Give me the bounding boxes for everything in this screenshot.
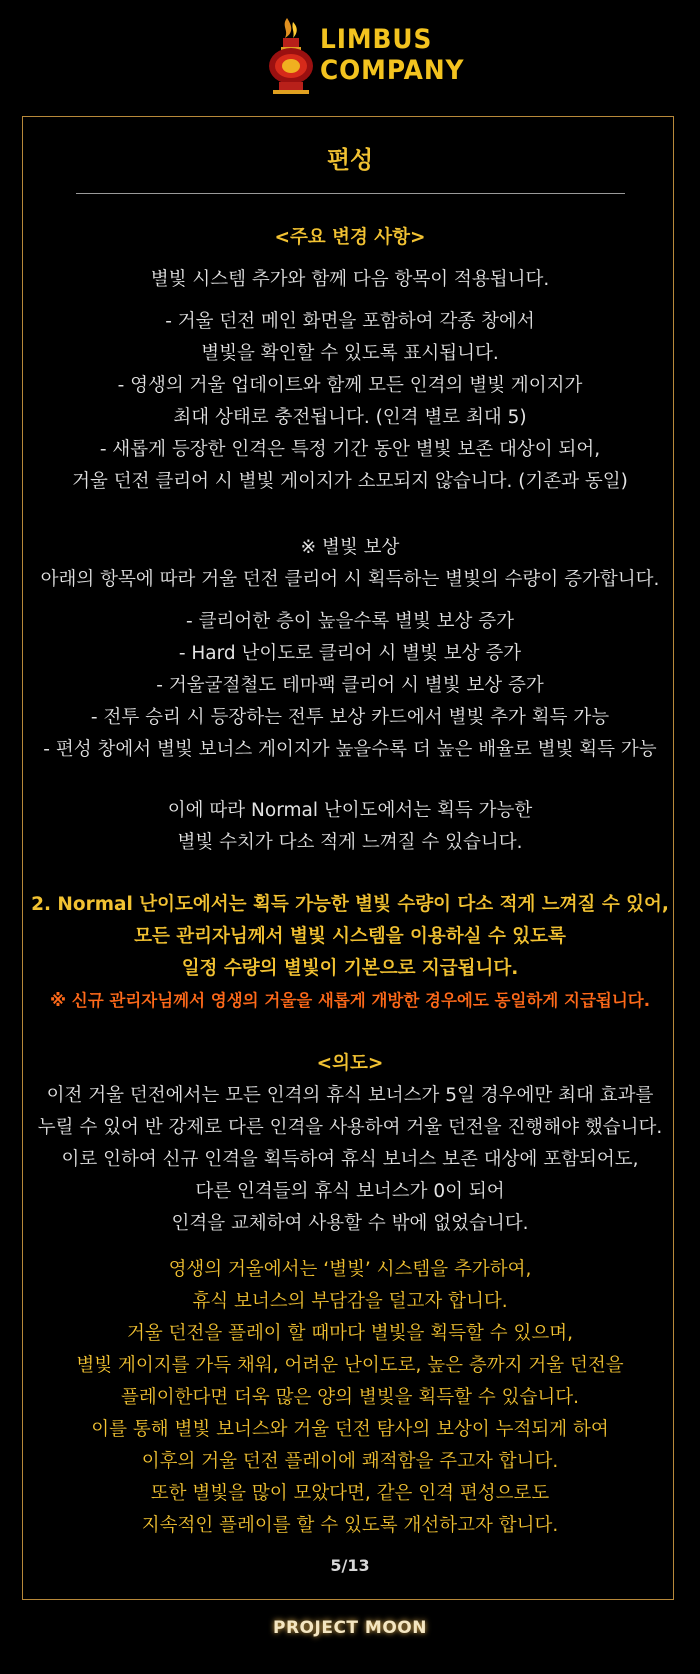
section-intro bbox=[24, 264, 676, 296]
intent-line: 휴식 보너스의 부담감을 덜고자 합니다. bbox=[192, 1291, 508, 1312]
list-item: 최대 상태로 충전됩니다. (인격 별로 최대 5) bbox=[173, 407, 527, 428]
list-item: - Hard 난이도로 클리어 시 별빛 보상 증가 bbox=[178, 643, 522, 664]
intent-line: 거울 던전을 플레이 할 때마다 별빛을 획득할 수 있으며, bbox=[126, 1323, 574, 1344]
intent-line: 별빛 게이지를 가득 채워, 어려운 난이도로, 높은 층까지 거울 던전을 bbox=[76, 1355, 624, 1376]
intro-text: 별빛 시스템 추가와 함께 다음 항목이 적용됩니다. bbox=[150, 269, 550, 290]
logo-emblem-icon bbox=[265, 14, 325, 96]
reward-intro: 아래의 항목에 따라 거울 던전 클리어 시 획득하는 별빛의 수량이 증가합니다. bbox=[40, 569, 660, 590]
point-2 bbox=[24, 889, 676, 1017]
limbus-company-logo bbox=[265, 14, 465, 96]
note-line: 이에 따라 Normal 난이도에서는 획득 가능한 bbox=[167, 800, 533, 821]
intent-line: 이로 인하여 신규 인격을 획득하여 휴식 보너스 보존 대상에 포함되어도, bbox=[61, 1149, 639, 1170]
reward-section bbox=[24, 532, 676, 596]
page-title: 편성 bbox=[326, 146, 374, 174]
list-item: 거울 던전 클리어 시 별빛 게이지가 소모되지 않습니다. (기존과 동일) bbox=[72, 471, 628, 492]
list-item: - 편성 창에서 별빛 보너스 게이지가 높을수록 더 높은 배율로 별빛 획득 가능 bbox=[43, 739, 657, 760]
title-divider bbox=[76, 193, 625, 194]
reward-note bbox=[24, 795, 676, 859]
logo-line-2: COMPANY bbox=[320, 55, 465, 86]
intent-line: 또한 별빛을 많이 모았다면, 같은 인격 편성으로도 bbox=[150, 1483, 550, 1504]
list-item: - 거울 던전 메인 화면을 포함하여 각종 창에서 bbox=[165, 311, 535, 332]
point-line: 모든 관리자님께서 별빛 시스템을 이용하실 수 있도록 bbox=[134, 926, 566, 947]
note-line: 별빛 수치가 다소 적게 느껴질 수 있습니다. bbox=[177, 832, 523, 853]
page-number: 5/13 bbox=[330, 1556, 370, 1575]
list-item: - 새롭게 등장한 인격은 특정 기간 동안 별빛 보존 대상이 되어, bbox=[99, 439, 601, 460]
point-line: 2. Normal 난이도에서는 획득 가능한 별빛 수량이 다소 적게 느껴질 수 있어, bbox=[31, 894, 669, 915]
project-moon-footer: PROJECT MOON bbox=[273, 1618, 427, 1638]
intent-line: 다른 인격들의 휴식 보너스가 0이 되어 bbox=[195, 1181, 505, 1202]
intent-line: 이후의 거울 던전 플레이에 쾌적함을 주고자 합니다. bbox=[141, 1451, 559, 1472]
logo-wordmark bbox=[320, 24, 464, 86]
notice-text: ※ 신규 관리자님께서 영생의 거울을 새롭게 개방한 경우에도 동일하게 지급됩니다. bbox=[50, 991, 650, 1010]
section-heading: <주요 변경 사항> bbox=[274, 227, 426, 248]
section-main-changes bbox=[24, 222, 676, 254]
intent-section bbox=[24, 1048, 676, 1240]
intent-line: 누릴 수 있어 반 강제로 다른 인격을 사용하여 거울 던전을 진행해야 했습니다. bbox=[37, 1117, 663, 1138]
point-line: 일정 수량의 별빛이 기본으로 지급됩니다. bbox=[181, 958, 519, 979]
intent-line: 이를 통해 별빛 보너스와 거울 던전 탐사의 보상이 누적되게 하여 bbox=[91, 1419, 609, 1440]
intent-line: 이전 거울 던전에서는 모든 인격의 휴식 보너스가 5일 경우에만 최대 효과를 bbox=[46, 1085, 654, 1106]
list-item: - 거울굴절철도 테마팩 클리어 시 별빛 보상 증가 bbox=[156, 675, 544, 696]
list-item: - 클리어한 층이 높을수록 별빛 보상 증가 bbox=[186, 611, 514, 632]
intent-line: 지속적인 플레이를 할 수 있도록 개선하고자 합니다. bbox=[141, 1515, 559, 1536]
list-item: 별빛을 확인할 수 있도록 표시됩니다. bbox=[201, 343, 499, 364]
intent-line: 인격을 교체하여 사용할 수 밖에 없었습니다. bbox=[171, 1213, 529, 1234]
intent-highlight bbox=[24, 1254, 676, 1542]
intent-line: 플레이한다면 더욱 많은 양의 별빛을 획득할 수 있습니다. bbox=[120, 1387, 580, 1408]
list-item: - 영생의 거울 업데이트와 함께 모든 인격의 별빛 게이지가 bbox=[117, 375, 583, 396]
intent-heading: <의도> bbox=[316, 1053, 384, 1074]
logo-line-1: LIMBUS bbox=[320, 24, 433, 55]
change-list bbox=[24, 306, 676, 498]
reward-heading: ※ 별빛 보상 bbox=[300, 537, 400, 558]
list-item: - 전투 승리 시 등장하는 전투 보상 카드에서 별빛 추가 획득 가능 bbox=[90, 707, 610, 728]
intent-line: 영생의 거울에서는 ‘별빛’ 시스템을 추가하여, bbox=[168, 1259, 532, 1280]
reward-list bbox=[24, 606, 676, 766]
